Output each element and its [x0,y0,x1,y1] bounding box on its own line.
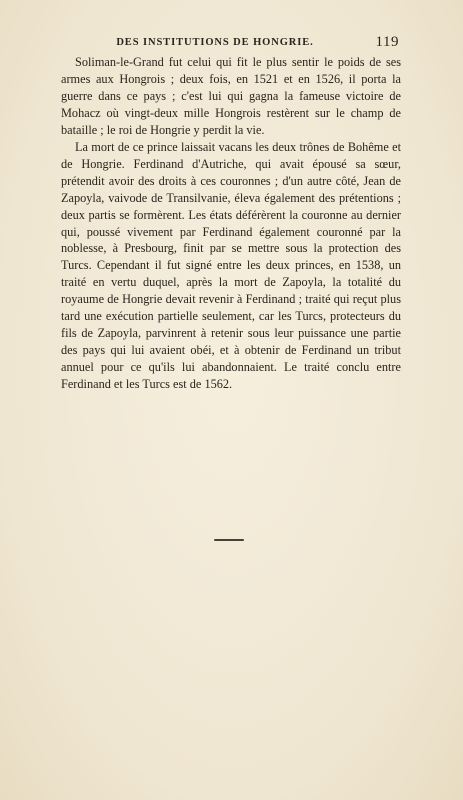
body-text [61,54,401,393]
paragraph-soliman: Soliman-le-Grand fut celui qui fit le plus sentir le poids de ses armes aux Hongrois ; deux fois, en 1521 et en 1526, il porta la guerre dans ce pays ; c'est lui qui gagna la fameuse victoire de Mohacz où vingt-deux mille Hongrois restèrent sur le champ de bataille ; le roi de Hongrie y perdit la vie. [61,55,401,137]
running-head [0,34,463,53]
page-number: 119 [375,34,399,50]
paragraph-succession: La mort de ce prince laissait vacans les deux trônes de Bohême et de Hongrie. Ferdinand d'Autriche, qui avait épousé sa sœur, prétendit avoir des droits à ces couronnes ; d'un autre côté, Jean de Zapoyla, vaivode de Transilvanie, éleva également des prétentions ; deux partis se formèrent. Les états déférèrent la couronne au dernier qui, poussé vivement par Ferdinand également couronné par la noblesse, à Presbourg, finit par se mettre sous la protection des Turcs. Cependant il fut signé entre les deux princes, en 1538, un traité en vertu duquel, après la mort de Zapoyla, la totalité du royaume de Hongrie devait revenir à Ferdinand ; traité qui reçut plus tard une exécution partielle seulement, car les Turcs, protecteurs du fils de Zapoyla, parvinrent à retenir sous leur puissance une partie des pays qui lui avaient obéi, et à obtenir de Ferdinand un tribut annuel pour ce qu'ils lui abandonnaient. Le traité conclu entre Ferdinand et les Turcs est de 1562. [61,140,401,391]
running-title: DES INSTITUTIONS DE HONGRIE. [116,37,314,48]
section-separator [214,539,244,541]
